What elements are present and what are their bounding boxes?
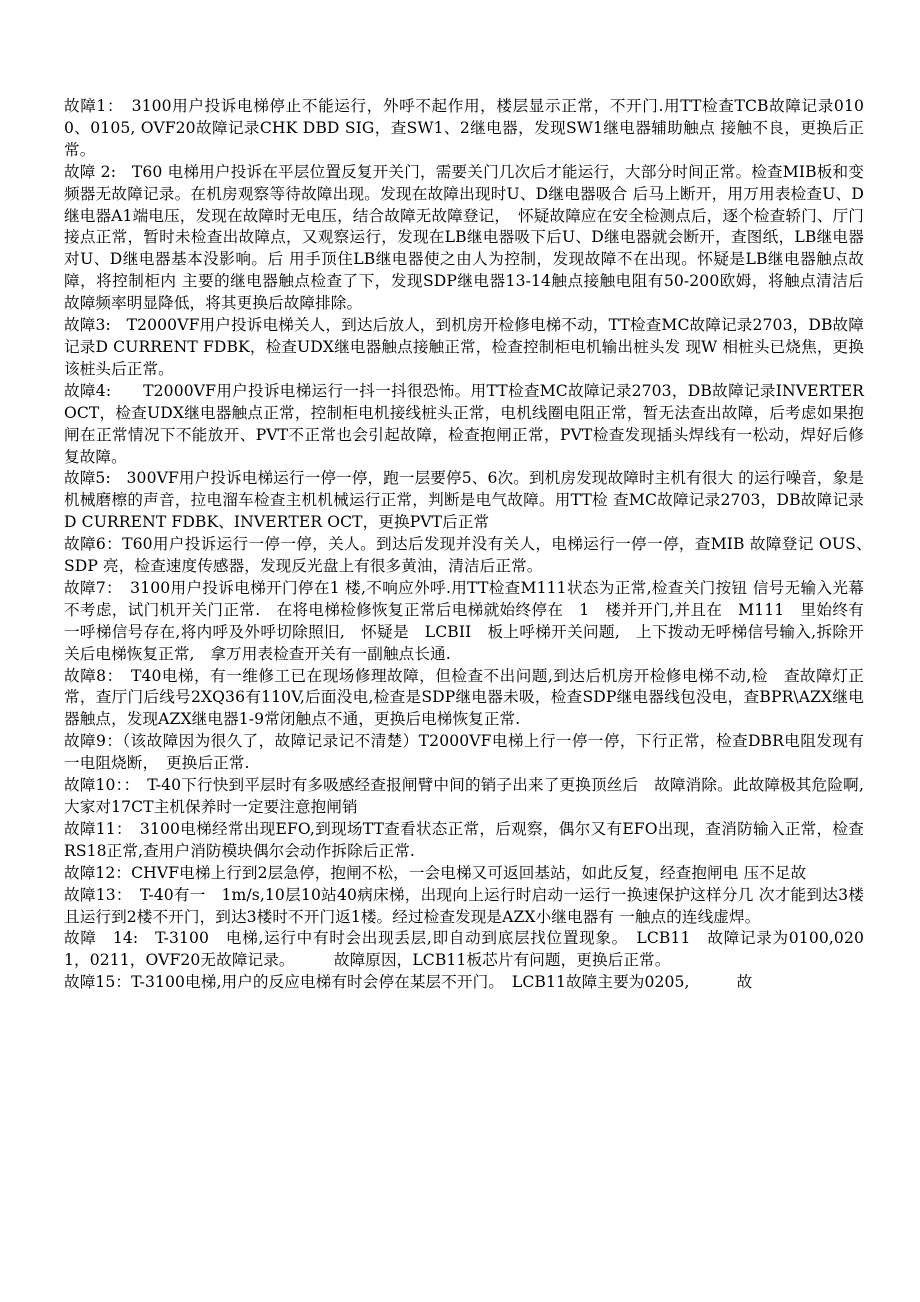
fault-entry-7: 故障7： 3100用户投诉电梯开门停在1 楼,不响应外呼.用TT检查M111状态为正常,检查关门按钮 信号无输入光幕不考虑，试门机开关门正常. 在将电梯检修恢复正常后电梯就始终停在 1 楼并开门,并且在 M111 里始终有一呼梯信号存在,将内呼及外呼切除照旧, 怀疑是 LCBII 板上呼梯开关问题, 上下拨动无呼梯信号输入,拆除开关后电梯恢复正常, 拿万用表检查开关有一副触点长通. (64, 578, 864, 663)
fault-entry-3: 故障3: T2000VF用户投诉电梯关人，到达后放人，到机房开检修电梯不动，TT检查MC故障记录2703，DB故障记录D CURRENT FDBK，检查UDX继电器触点接触正常，检查控制柜电机输出桩头发 现W 相桩头已烧焦，更换该桩头后正常。 (64, 316, 864, 378)
fault-entry-6: 故障6：T60用户投诉运行一停一停，关人。到达后发现并没有关人，电梯运行一停一停，查MIB 故障登记 OUS、 SDP 亮，检查速度传感器，发现反光盘上有很多黄油，清洁后正常。 (64, 535, 880, 576)
fault-entry-12: 故障12：CHVF电梯上行到2层急停，抱闸不松，一会电梯又可返回基站，如此反复，经查抱闸电 压不足故 (64, 863, 807, 882)
fault-entry-13: 故障13： T-40有一 1m/s,10层10站40病床梯，出现向上运行时启动一运行一换速保护这样分几 次才能到达3楼且运行到2楼不开门，到达3楼时不开门返1楼。经过检查发现是AZX小继电器有 一触点的连线虚焊。 (64, 885, 864, 926)
fault-entry-14: 故障 14: T-3100 电梯,运行中有时会出现丢层,即自动到底层找位置现象。 LCB11 故障记录为0100,0201，0211，OVF20无故障记录。 故障原因，LCB11板芯片有问题，更换后正常。 (64, 929, 864, 970)
fault-entry-8: 故障8： T40电梯，有一维修工已在现场修理故障，但检查不出问题,到达后机房开检修电梯不动,检 查故障灯正常，查厅门后线号2XQ36有110V,后面没电,检查是SDP继电器未吸，检查SDP继电器线包没电，查BPR\AZX继电器触点，发现AZX继电器1-9常闭触点不通，更换后电梯恢复正常. (64, 666, 864, 729)
fault-entry-15: 故障15：T-3100电梯,用户的反应电梯有时会停在某层不开门。 LCB11故障主要为0205, 故 (64, 973, 753, 992)
fault-entry-9: 故障9：（该故障因为很久了，故障记录记不清楚）T2000VF电梯上行一停一停，下行正常，检查DBR电阻发现有一电阻烧断， 更换后正常. (64, 732, 864, 773)
fault-entry-1: 故障1： 3100用户投诉电梯停止不能运行，外呼不起作用，楼层显示正常，不开门.用TT检查TCB故障记录0100、0105, OVF20故障记录CHK DBD SIG，查SW1、2继电器，发现SW1继电器辅助触点 接触不良，更换后正常。 (64, 97, 864, 159)
fault-entry-10: 故障10：： T-40下行快到平层时有多吸感经查报闸臂中间的销子出来了更换顶丝后 故障消除。此故障极其危险啊,大家对17CT主机保养时一定要注意抱闸销 (64, 776, 864, 816)
fault-entry-4: 故障4: T2000VF用户投诉电梯运行一抖一抖很恐怖。用TT检查MC故障记录2703，DB故障记录INVERTER OCT，检查UDX继电器触点正常，控制柜电机接线桩头正常，电机线圈电阻正常，暂无法查出故障，后考虑如果抱闸在正常情况下不能放开、PVT不正常也会引起故障，检查抱闸正常，PVT检查发现插头焊线有一松动，焊好后修复故障。 (64, 381, 880, 466)
fault-entry-2: 故障 2: T60 电梯用户投诉在平层位置反复开关门，需要关门几次后才能运行，大部分时间正常。检查MIB板和变频器无故障记录。在机房观察等待故障出现。发现在故障出现时U、D继电器吸合 后马上断开，用万用表检查U、D继电器A1端电压，发现在故障时无电压，结合故障无故障登记， 怀疑故障应在安全检测点后，逐个检查轿门、厅门接点正常，暂时未检查出故障点，又观察运行，发现在LB继电器吸下后U、D继电器就会断开，查图纸，LB继电器对U、D继电器基本没影响。后 用手顶住LB继电器使之由人为控制，发现故障不在出现。怀疑是LB继电器触点故障，将控制柜内 主要的继电器触点检查了下，发现SDP继电器13-14触点接触电阻有50-200欧姆，将触点清洁后 故障频率明显降低，将其更换后故障排除。 (64, 162, 864, 313)
fault-entry-5: 故障5: 300VF用户投诉电梯运行一停一停，跑一层要停5、6次。到机房发现故障时主机有很大 的运行噪音，象是机械磨檫的声音，拉电溜车检查主机机械运行正常，判断是电气故障。用TT检 查MC故障记录2703，DB故障记录D CURRENT FDBK、INVERTER OCT，更换PVT后正常 (64, 469, 864, 532)
document-body (64, 96, 880, 994)
fault-entry-11: 故障11： 3100电梯经常出现EFO,到现场TT查看状态正常，后观察，偶尔又有EFO出现，查消防输入正常，检查RS18正常,查用户消防模块偶尔会动作拆除后正常. (64, 819, 864, 860)
